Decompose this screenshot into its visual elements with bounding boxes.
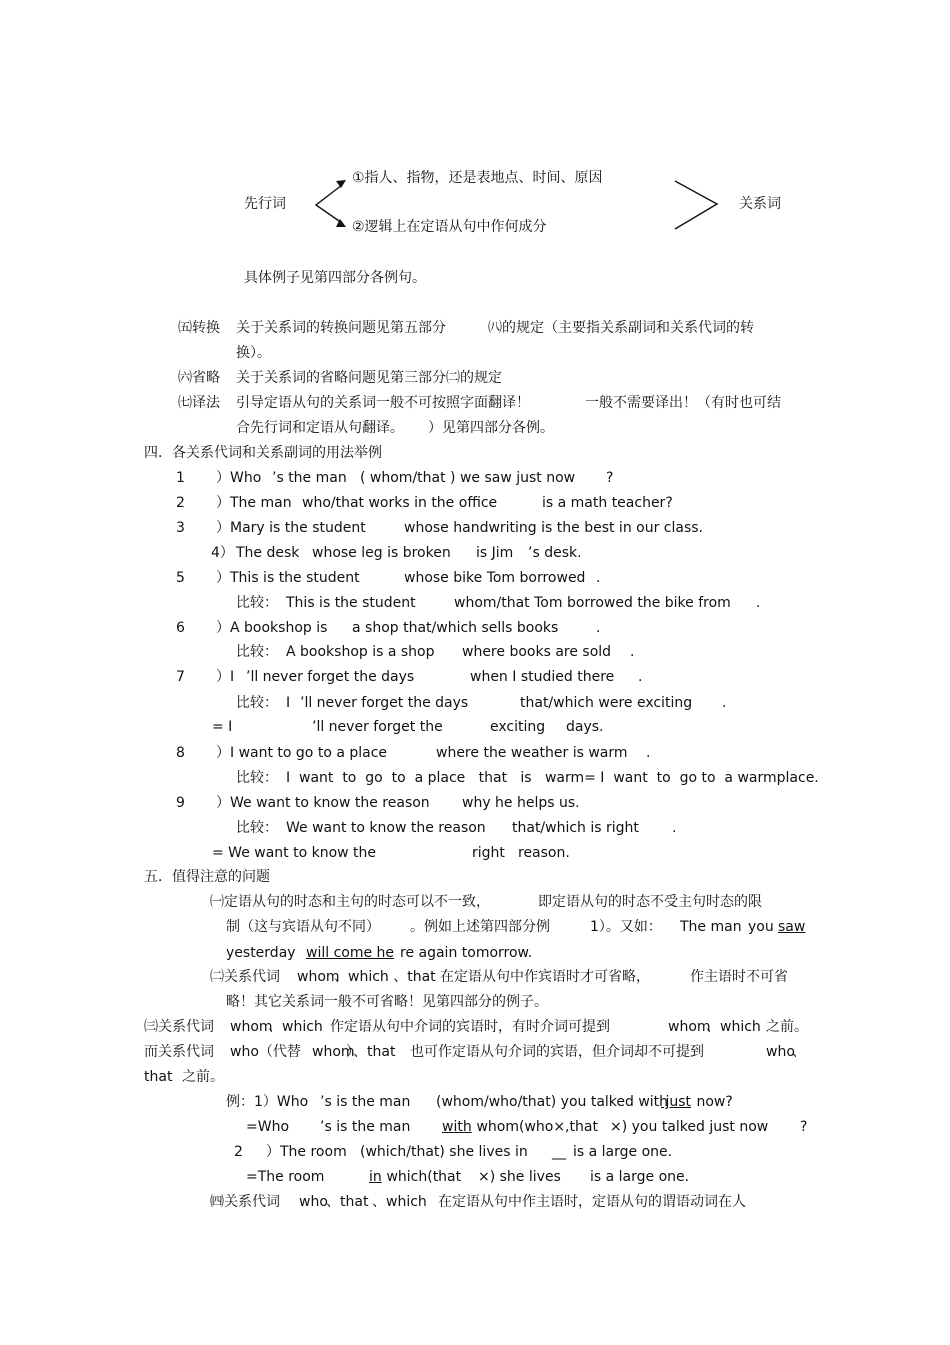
note3-i: who（代替	[230, 1044, 301, 1060]
example2-d: __	[552, 1144, 566, 1160]
ex4-b: whose leg is broken	[312, 545, 451, 561]
note2-b: whom	[297, 969, 340, 985]
arrowhead-up-icon	[336, 180, 346, 188]
ex7-compare-c: that/which were exciting	[520, 695, 693, 711]
note1-j: will come he	[306, 945, 395, 961]
ex1-b: ’s the man	[272, 470, 347, 486]
item7-text-c: 合先行词和定语从句翻译。	[236, 420, 404, 436]
note1-h: saw	[778, 919, 806, 935]
ex8-compare-label: 比较：	[236, 770, 278, 786]
ex6-a: ）A bookshop is	[216, 620, 328, 636]
item7-text-d: ）见第四部分各例。	[428, 420, 554, 436]
ex4-d: ’s desk.	[528, 545, 582, 561]
ex3-b: whose handwriting is the best in our class.	[404, 520, 703, 536]
note2-a: ㈡关系代词	[210, 969, 280, 985]
ex5-b: whose bike Tom borrowed	[404, 570, 586, 586]
note3-a: ㈢关系代词	[144, 1019, 214, 1035]
note1-i: yesterday	[226, 945, 296, 961]
section5-heading: 五．值得注意的问题	[144, 869, 270, 885]
note3-k: ）、that	[346, 1044, 396, 1060]
note1-a: ㈠定语从句的时态和主句的时态可以不一致，	[210, 894, 490, 910]
note3-c: 、which	[268, 1019, 323, 1035]
note2-e: 作主语时不可省	[690, 969, 788, 985]
example2-b: ）The room	[266, 1144, 347, 1160]
ex5-compare-a: This is the student	[286, 595, 416, 611]
ex5-compare-label: 比较：	[236, 595, 278, 611]
example1-e: now?	[692, 1094, 733, 1110]
ex9-number: 9	[176, 795, 185, 811]
note3-f: 、which	[706, 1019, 761, 1035]
ex2-number: 2	[176, 495, 185, 511]
ex7-equal-d: days.	[566, 719, 604, 735]
ex1-c: ( whom/that ) we saw just now	[360, 470, 576, 486]
example2-eq-c: which(that	[382, 1169, 462, 1185]
example1-d: just	[661, 1094, 691, 1110]
ex9-compare-label: 比较：	[236, 820, 278, 836]
ex7-equal-b: ’ll never forget the	[312, 719, 443, 735]
ex9-compare-b: that/which is right	[512, 820, 639, 836]
note2-d: 在定语从句中作宾语时才可省略，	[440, 969, 650, 985]
note3-b: whom	[230, 1019, 273, 1035]
relative-word-label: 关系词	[739, 196, 781, 212]
note4-d: 、which	[372, 1194, 427, 1210]
note1-g: you	[748, 919, 774, 935]
item6-text: 关于关系词的省略问题见第三部分㈡的规定	[236, 370, 502, 386]
note3-e: whom	[668, 1019, 711, 1035]
example1-eq-d: whom(who×,that	[472, 1119, 598, 1135]
example1-eq-c: with	[442, 1119, 472, 1135]
note4-c: 、that	[326, 1194, 369, 1210]
note1-d: 。例如上述第四部分例	[410, 919, 550, 935]
note3-o: that	[144, 1069, 173, 1085]
right-chevron-icon	[675, 181, 717, 229]
ex7-c: when I studied there	[470, 669, 615, 685]
ex7-equal-a: = I	[212, 719, 233, 735]
antecedent-label: 先行词	[244, 196, 286, 212]
ex9-a: ）We want to know the reason	[216, 795, 430, 811]
ex6-number: 6	[176, 620, 185, 636]
diagram-note: 具体例子见第四部分各例句。	[244, 270, 426, 286]
example2-a: 2	[234, 1144, 243, 1160]
note1-b: 即定语从句的时态不受主句时态的限	[538, 894, 762, 910]
ex1-a: ）Who	[216, 470, 262, 486]
note2-c: 、which 、that	[334, 969, 436, 985]
ex4-number: 4）	[211, 545, 234, 561]
ex8-c: .	[646, 745, 651, 761]
ex6-compare-c: .	[630, 644, 635, 660]
ex9-compare-c: .	[672, 820, 677, 836]
note2-f: 略！其它关系词一般不可省略！见第四部分的例子。	[226, 994, 548, 1010]
ex9-b: why he helps us.	[462, 795, 580, 811]
diagram-point-1: ①指人、指物，还是表地点、时间、原因	[352, 170, 603, 186]
note3-g: 之前。	[766, 1019, 808, 1035]
ex2-a: ）The man	[216, 495, 292, 511]
ex9-equal-a: = We want to know the	[212, 845, 377, 861]
ex7-equal-c: exciting	[490, 719, 546, 735]
note4-b: who	[299, 1194, 328, 1210]
item5-text-a: 关于关系词的转换问题见第五部分	[236, 320, 446, 336]
ex3-a: ）Mary is the student	[216, 520, 366, 536]
diagram-point-2: ②逻辑上在定语从句中作何成分	[352, 219, 547, 235]
ex5-compare-b: whom/that Tom borrowed the bike from	[454, 595, 731, 611]
ex9-equal-c: reason.	[518, 845, 570, 861]
example1-b: ’s is the man	[320, 1094, 411, 1110]
note3-n: 、	[792, 1044, 806, 1060]
ex3-number: 3	[176, 520, 185, 536]
note1-e: 1）。又如：	[590, 919, 662, 935]
ex5-compare-c: .	[756, 595, 761, 611]
note1-f: The man	[680, 919, 742, 935]
ex8-compare-a: I want to go to a place that is warm= I want to go to a warmplace.	[286, 770, 819, 786]
note3-m: who	[766, 1044, 795, 1060]
ex7-compare-a: I	[286, 695, 291, 711]
ex4-a: The desk	[236, 545, 300, 561]
ex7-compare-d: .	[722, 695, 727, 711]
ex7-compare-b: ’ll never forget the days	[300, 695, 469, 711]
note3-d: 作定语从句中介词的宾语时，有时介词可提到	[330, 1019, 610, 1035]
ex9-equal-b: right	[472, 845, 505, 861]
example2-eq-d: ×) she lives	[478, 1169, 561, 1185]
example1-eq-a: =Who	[246, 1119, 290, 1135]
example1-eq-e: ×) you talked just now	[610, 1119, 769, 1135]
note3-p: 之前。	[182, 1069, 224, 1085]
ex7-number: 7	[176, 669, 185, 685]
ex6-c: .	[596, 620, 601, 636]
ex5-a: ）This is the student	[216, 570, 360, 586]
ex8-number: 8	[176, 745, 185, 761]
example1-eq-f: ?	[800, 1119, 808, 1135]
ex6-compare-a: A bookshop is a shop	[286, 644, 435, 660]
note3-h: 而关系代词	[144, 1044, 214, 1060]
ex5-c: .	[596, 570, 601, 586]
ex6-b: a shop that/which sells books	[352, 620, 559, 636]
example2-c: (which/that) she lives in	[360, 1144, 528, 1160]
ex5-number: 5	[176, 570, 185, 586]
ex7-b: ’ll never forget the days	[246, 669, 415, 685]
ex1-number: 1	[176, 470, 185, 486]
note3-j: whom	[312, 1044, 355, 1060]
section4-heading: 四．各关系代词和关系副词的用法举例	[144, 445, 382, 461]
ex7-d: .	[638, 669, 643, 685]
ex4-c: is Jim	[476, 545, 514, 561]
ex2-b: who/that works in the office	[302, 495, 498, 511]
example1-c: (whom/who/that) you talked with	[436, 1094, 669, 1110]
ex1-d: ?	[606, 470, 614, 486]
item7-label: ㈦译法	[178, 395, 220, 411]
note3-l: 也可作定语从句介词的宾语，但介词却不可提到	[410, 1044, 704, 1060]
example1-a: 例：1）Who	[226, 1094, 309, 1110]
item7-text-b: 一般不需要译出！（有时也可结	[585, 395, 781, 411]
item5-text-b: ㈧的规定（主要指关系副词和关系代词的转	[488, 320, 754, 336]
ex6-compare-b: where books are sold	[462, 644, 612, 660]
example1-eq-b: ’s is the man	[320, 1119, 411, 1135]
ex9-compare-a: We want to know the reason	[286, 820, 486, 836]
note1-k: re again tomorrow.	[400, 945, 533, 961]
note4-e: 在定语从句中作主语时，定语从句的谓语动词在人	[438, 1194, 746, 1210]
left-chevron-icon	[316, 185, 342, 223]
example2-eq-b: in	[369, 1169, 382, 1185]
ex8-a: ）I want to go to a place	[216, 745, 388, 761]
ex7-compare-label: 比较：	[236, 695, 278, 711]
ex2-c: is a math teacher?	[542, 495, 673, 511]
ex8-b: where the weather is warm	[436, 745, 628, 761]
ex7-a: ）I	[216, 669, 235, 685]
item6-label: ㈥省略	[178, 370, 220, 386]
item5-text-c: 换）。	[236, 345, 271, 361]
example2-eq-a: =The room	[246, 1169, 325, 1185]
item7-text-a: 引导定语从句的关系词一般不可按照字面翻译！	[236, 395, 530, 411]
example2-eq-e: is a large one.	[590, 1169, 690, 1185]
ex6-compare-label: 比较：	[236, 644, 278, 660]
note1-c: 制（这与宾语从句不同）	[226, 919, 380, 935]
item5-label: ㈤转换	[178, 320, 220, 336]
example2-e: is a large one.	[573, 1144, 673, 1160]
note4-a: ㈣关系代词	[210, 1194, 280, 1210]
